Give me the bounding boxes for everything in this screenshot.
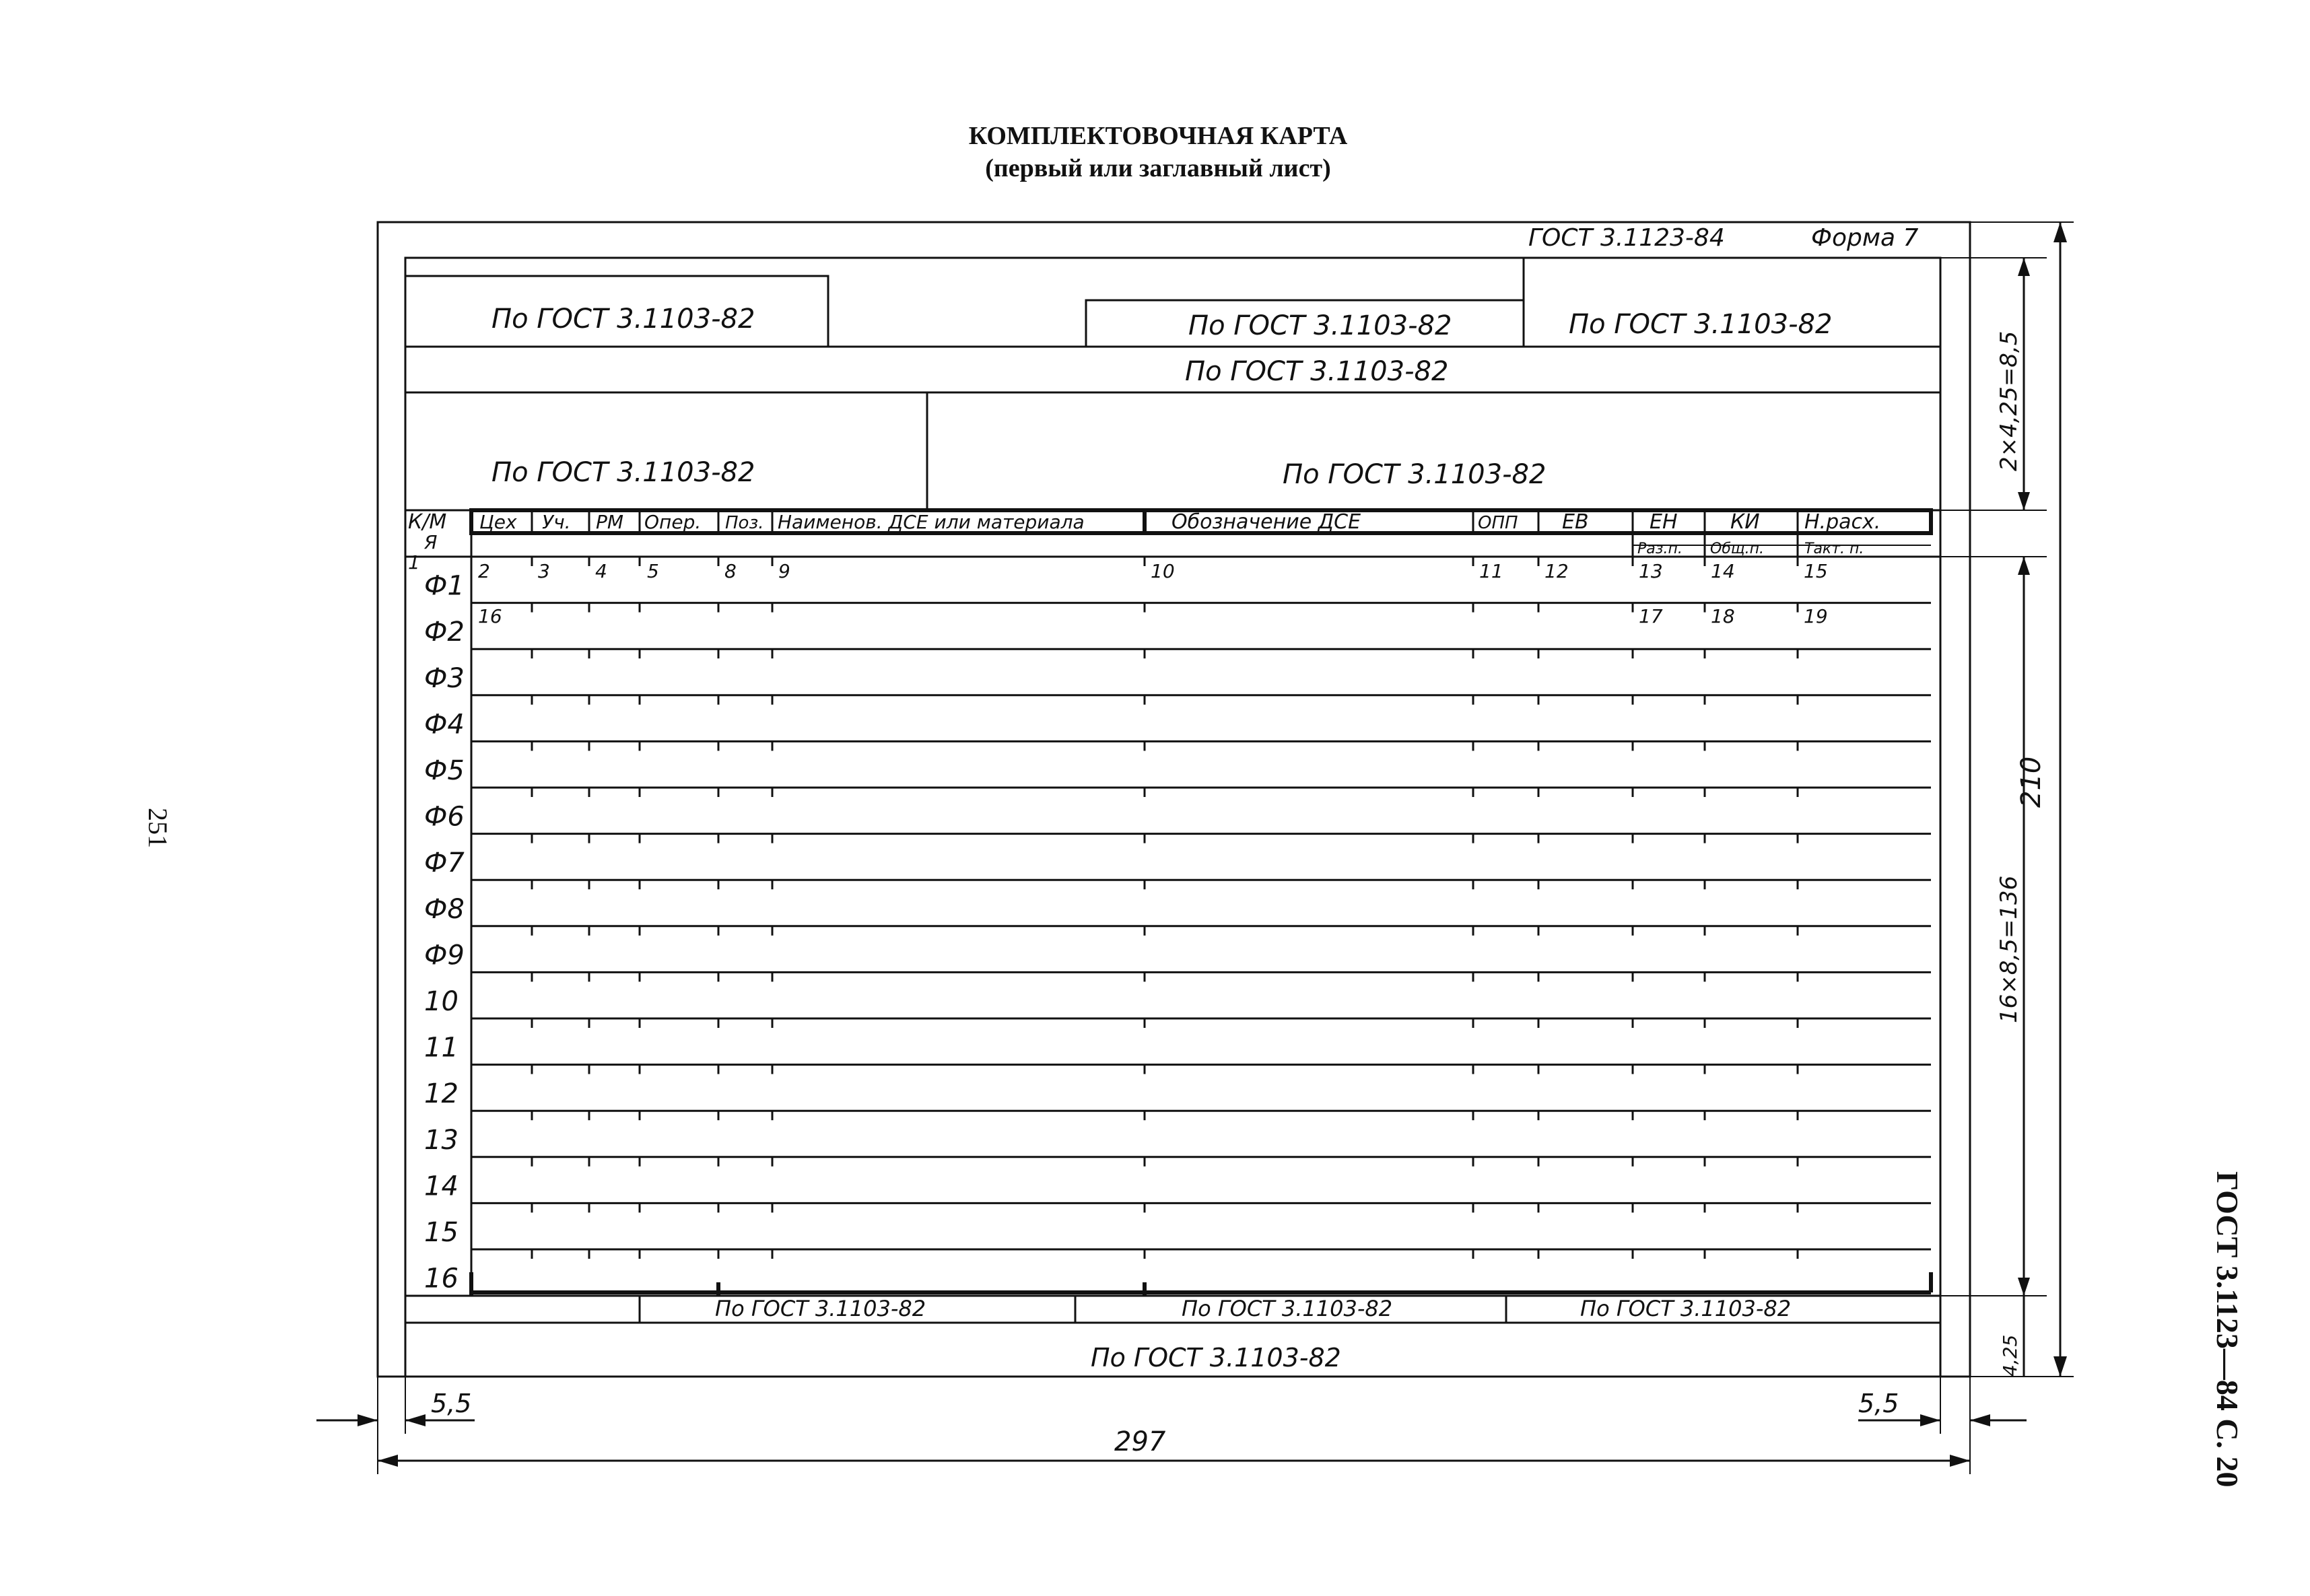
col-ev: ЕВ — [1562, 510, 1589, 534]
field-number: 8 — [724, 560, 737, 582]
header-box-left-text: По ГОСТ 3.1103-82 — [491, 304, 755, 335]
col-km: К/М — [408, 510, 447, 534]
col-nrash: Н.расх. — [1804, 510, 1881, 534]
col-naimen: Наименов. ДСЕ или материала — [778, 511, 1085, 533]
field-number: 4 — [595, 560, 607, 582]
header-strip-text: По ГОСТ 3.1103-82 — [1185, 356, 1449, 387]
row-label: Ф2 — [424, 617, 465, 648]
page-number: 251 — [143, 808, 173, 848]
row-label: Ф5 — [424, 755, 465, 786]
dim-margin-right: 5,5 — [1858, 1389, 1899, 1418]
row-label: Ф9 — [424, 940, 465, 971]
row-label: 10 — [424, 986, 458, 1017]
row-label: 11 — [424, 1032, 458, 1064]
header-block-left — [405, 392, 927, 510]
inner-frame — [405, 258, 1940, 1377]
document-reference: ГОСТ 3.1123—84 С. 20 — [2210, 1171, 2245, 1488]
row-label: Ф8 — [424, 893, 465, 925]
field-number: 3 — [538, 560, 550, 582]
standard-label: ГОСТ 3.1123-84 — [1528, 224, 1725, 252]
footer-strip-text-1: По ГОСТ 3.1103-82 — [715, 1296, 926, 1321]
row-label: 13 — [424, 1124, 458, 1156]
row-label: 16 — [424, 1263, 458, 1294]
dim-total-width: 297 — [1114, 1426, 1166, 1457]
form-rows — [424, 557, 1931, 1294]
header-block-right-text: По ГОСТ 3.1103-82 — [1283, 459, 1547, 490]
col-tseh: Цех — [479, 511, 517, 533]
col-oboznach: Обозначение ДСЕ — [1171, 510, 1361, 534]
col-opp: ОПП — [1478, 513, 1518, 533]
dim-bottom-block: 4,25 — [1999, 1334, 2021, 1377]
row-label: Ф3 — [424, 662, 465, 694]
row-label: 12 — [424, 1078, 458, 1110]
form-label: Форма 7 — [1811, 224, 1919, 252]
footer-block-text: По ГОСТ 3.1103-82 — [1091, 1343, 1341, 1373]
col-en: ЕН — [1650, 510, 1678, 534]
field-number: 18 — [1711, 605, 1735, 627]
field-number: 13 — [1639, 560, 1663, 582]
field-number: 12 — [1544, 560, 1569, 582]
col-oper: Опер. — [644, 511, 702, 533]
header-block-right — [927, 392, 1940, 510]
row-label: Ф4 — [424, 709, 465, 740]
col-rm: РМ — [596, 511, 624, 533]
dim-rows-block: 16×8,5=136 — [1996, 875, 2023, 1023]
col-uch: Уч. — [542, 511, 571, 533]
row-label: Ф6 — [424, 801, 465, 833]
field-number: 1 — [408, 551, 420, 574]
field-number: 15 — [1804, 560, 1828, 582]
col-poz: Поз. — [725, 513, 764, 533]
col-obsch-p: Общ.п. — [1710, 541, 1764, 557]
col-ki: КИ — [1730, 510, 1760, 534]
field-number: 9 — [778, 560, 790, 582]
header-box-right-text: По ГОСТ 3.1103-82 — [1569, 309, 1833, 340]
header-block-left-text: По ГОСТ 3.1103-82 — [491, 457, 755, 488]
col-takt-p: Такт. п. — [1804, 541, 1864, 557]
title-line-1: КОМПЛЕКТОВОЧНАЯ КАРТА — [968, 122, 1348, 150]
footer-strip-text-2: По ГОСТ 3.1103-82 — [1182, 1296, 1393, 1321]
field-number: 16 — [478, 605, 502, 627]
row-label: Ф7 — [424, 847, 465, 879]
field-number: 19 — [1804, 605, 1828, 627]
field-number: 10 — [1151, 560, 1175, 582]
title-line-2: (первый или заглавный лист) — [985, 154, 1331, 182]
field-number: 17 — [1639, 605, 1663, 627]
col-raz-p: Раз.п. — [1637, 541, 1683, 557]
dim-margin-left: 5,5 — [431, 1389, 472, 1418]
field-number: 2 — [478, 560, 490, 582]
header-box-middle-text: По ГОСТ 3.1103-82 — [1188, 310, 1452, 341]
field-number: 14 — [1711, 560, 1735, 582]
row-label: 15 — [424, 1217, 458, 1248]
field-numbers-row-2 — [478, 605, 1828, 627]
dim-total-height: 210 — [2016, 756, 2047, 808]
field-number: 5 — [647, 560, 659, 582]
field-number: 11 — [1479, 560, 1503, 582]
row-label: 14 — [424, 1171, 458, 1202]
col-ya: Я — [424, 531, 438, 553]
header-strip — [405, 347, 1940, 392]
footer-strip-text-3: По ГОСТ 3.1103-82 — [1580, 1296, 1792, 1321]
row-label: Ф1 — [424, 570, 465, 602]
dim-top-block: 2×4,25=8,5 — [1996, 331, 2023, 471]
